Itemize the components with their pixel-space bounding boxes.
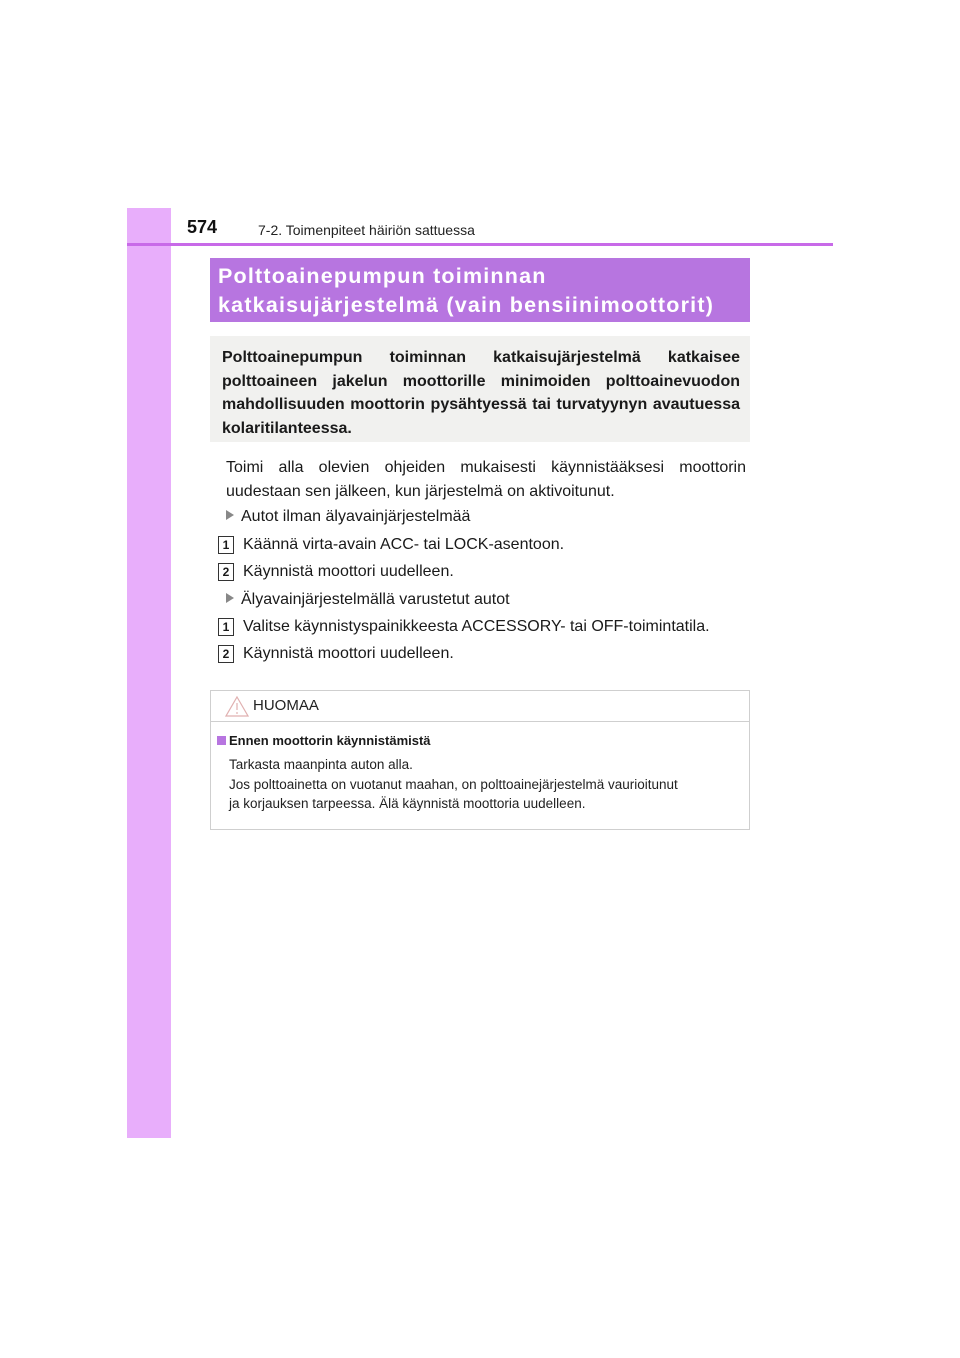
intro-text: Polttoainepumpun toiminnan katkaisujärjestelmä katkaisee polttoaineen jakelun moottorille minimoiden polttoainevuodon mahdollisuuden moottorin pysähtyessä tai turvatyynyn avautuessa kolaritilanteessa. [222, 349, 740, 437]
notice-header [211, 691, 749, 722]
side-tab [127, 208, 171, 1138]
header-rule [127, 243, 833, 246]
triangle-right-icon [226, 593, 234, 603]
step-number-badge: 2 [218, 563, 234, 581]
step-number-badge: 2 [218, 645, 234, 663]
triangle-right-icon [226, 510, 234, 520]
notice-subheading: Ennen moottorin käynnistämistä [229, 733, 431, 748]
section-heading-1 [226, 508, 470, 526]
step-number-badge: 1 [218, 536, 234, 554]
body-text: Toimi alla olevien ohjeiden mukaisesti käynnistääksesi moottorin uudestaan sen jälkeen, kun järjestelmä on aktivoitunut. [226, 459, 746, 500]
step-text: Valitse käynnistyspainikkeesta ACCESSORY- tai OFF-toimintatila. [243, 618, 710, 635]
section-heading-2 [226, 591, 510, 609]
notice-line: Tarkasta maanpinta auton alla. [229, 757, 413, 772]
notice-line: ja korjauksen tarpeessa. Älä käynnistä moottoria uudelleen. [229, 796, 586, 811]
intro-box [210, 336, 750, 442]
square-bullet-icon [217, 736, 226, 745]
notice-title: HUOMAA [253, 697, 319, 714]
section-title: 7-2. Toimenpiteet häiriön sattuessa [258, 222, 475, 238]
warning-triangle-icon [225, 696, 249, 717]
step-number-badge: 1 [218, 618, 234, 636]
notice-text [229, 755, 741, 814]
section-heading-1-label: Autot ilman älyavainjärjestelmää [241, 508, 471, 525]
notice-box [210, 690, 750, 830]
step-text: Käynnistä moottori uudelleen. [243, 563, 454, 580]
title-banner [210, 258, 750, 322]
title-line-2: katkaisujärjestelmä (vain bensiinimoottorit) [218, 293, 715, 317]
page-number: 574 [187, 217, 218, 237]
title-line-1: Polttoainepumpun toiminnan [218, 264, 547, 288]
step-text: Käynnistä moottori uudelleen. [243, 645, 454, 662]
section-heading-2-label: Älyavainjärjestelmällä varustetut autot [241, 591, 510, 608]
step-text: Käännä virta-avain ACC- tai LOCK-asentoon. [243, 536, 565, 553]
notice-line: Jos polttoainetta on vuotanut maahan, on polttoainejärjestelmä vaurioitunut [229, 776, 678, 792]
